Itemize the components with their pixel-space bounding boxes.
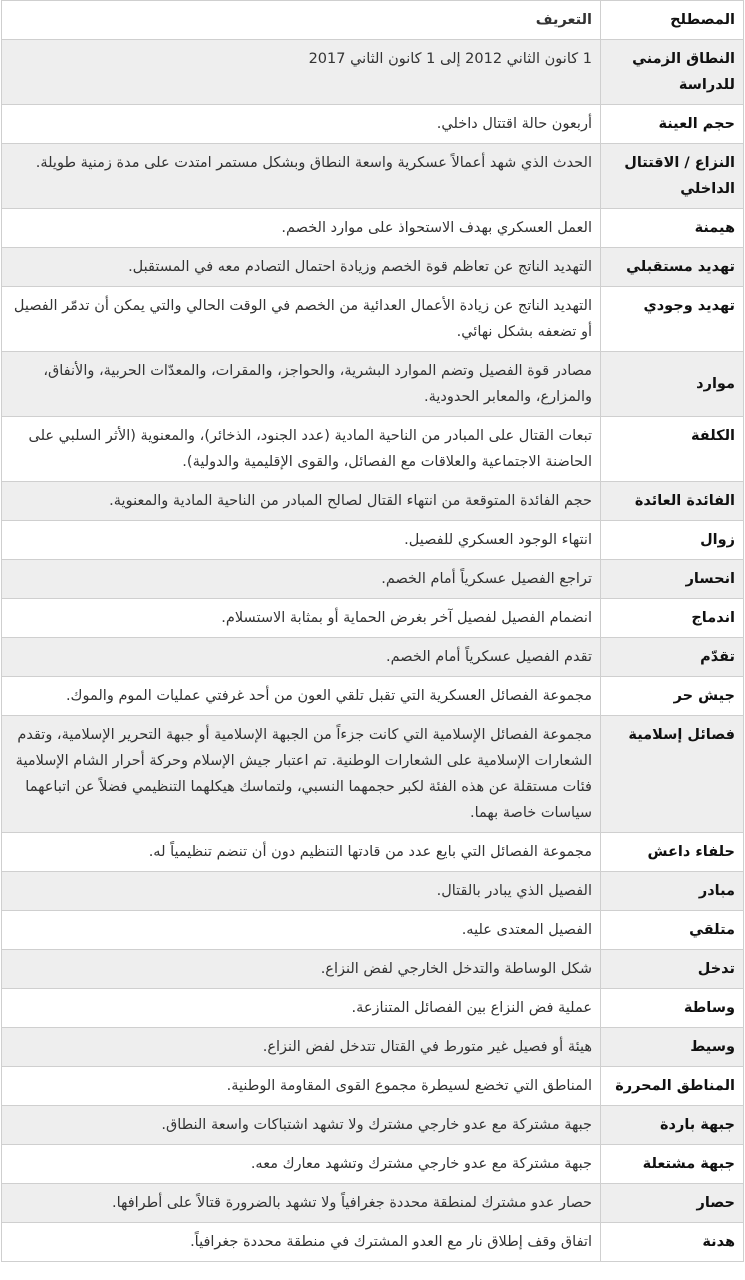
row-definition: جبهة مشتركة مع عدو خارجي مشترك وتشهد معارك معه.: [2, 1145, 601, 1184]
table-row: [2, 1028, 744, 1067]
row-term: وسيط: [601, 1028, 744, 1067]
row-definition: مصادر قوة الفصيل وتضم الموارد البشرية، والحواجز، والمقرات، والمعدّات الحربية، والأنفاق، والمزارع، والمعابر الحدودية.: [2, 352, 601, 417]
row-definition: مجموعة الفصائل الإسلامية التي كانت جزءاً من الجبهة الإسلامية أو جبهة التحرير الإسلامية، وتقدم الشعارات الإسلامية على الشعارات الوطنية. تم اعتبار جيش الإسلام وحركة أحرار الشام الإسلامية فئات مستقلة عن هذه الفئة لكبر حجمهما النسبي، ولتماسك هيكلهما التنظيمي فضلاً عن اتباعهما سياسات خاصة بهما.: [2, 716, 601, 833]
row-term: حصار: [601, 1184, 744, 1223]
glossary-table: [1, 0, 744, 1262]
row-term: حجم العينة: [601, 105, 744, 144]
row-term: متلقي: [601, 911, 744, 950]
table-row: [2, 677, 744, 716]
table-row: [2, 638, 744, 677]
table-row: [2, 716, 744, 833]
table-row: [2, 417, 744, 482]
row-term: الكلفة: [601, 417, 744, 482]
row-definition: مجموعة الفصائل التي بايع عدد من قادتها التنظيم دون أن تنضم تنظيمياً له.: [2, 833, 601, 872]
table-row: [2, 352, 744, 417]
table-row: [2, 833, 744, 872]
row-definition: أربعون حالة اقتتال داخلي.: [2, 105, 601, 144]
row-term: فصائل إسلامية: [601, 716, 744, 833]
row-term: جبهة باردة: [601, 1106, 744, 1145]
header-row: [2, 1, 744, 40]
row-term: النطاق الزمني للدراسة: [601, 40, 744, 105]
row-definition: التهديد الناتج عن زيادة الأعمال العدائية من الخصم في الوقت الحالي والتي يمكن أن تدمّر الفصيل أو تضعفه بشكل نهائي.: [2, 287, 601, 352]
row-definition: جبهة مشتركة مع عدو خارجي مشترك ولا تشهد اشتباكات واسعة النطاق.: [2, 1106, 601, 1145]
table-row: [2, 872, 744, 911]
row-term: وساطة: [601, 989, 744, 1028]
table-row: [2, 1106, 744, 1145]
table-row: [2, 209, 744, 248]
row-definition: حصار عدو مشترك لمنطقة محددة جغرافياً ولا تشهد بالضرورة قتالاً على أطرافها.: [2, 1184, 601, 1223]
table-row: [2, 599, 744, 638]
row-term: النزاع / الاقتتال الداخلي: [601, 144, 744, 209]
row-term: مبادر: [601, 872, 744, 911]
table-row: [2, 1067, 744, 1106]
row-definition: تراجع الفصيل عسكرياً أمام الخصم.: [2, 560, 601, 599]
row-definition: الفصيل المعتدى عليه.: [2, 911, 601, 950]
row-definition: المناطق التي تخضع لسيطرة مجموع القوى المقاومة الوطنية.: [2, 1067, 601, 1106]
row-definition: تقدم الفصيل عسكرياً أمام الخصم.: [2, 638, 601, 677]
table-row: [2, 989, 744, 1028]
table-row: [2, 521, 744, 560]
row-term: جيش حر: [601, 677, 744, 716]
row-term: المناطق المحررة: [601, 1067, 744, 1106]
row-term: تقدّم: [601, 638, 744, 677]
row-definition: مجموعة الفصائل العسكرية التي تقبل تلقي العون من أحد غرفتي عمليات الموم والموك.: [2, 677, 601, 716]
row-term: جبهة مشتعلة: [601, 1145, 744, 1184]
row-definition: التهديد الناتج عن تعاظم قوة الخصم وزيادة احتمال التصادم معه في المستقبل.: [2, 248, 601, 287]
row-term: هيمنة: [601, 209, 744, 248]
row-term: تهديد وجودي: [601, 287, 744, 352]
row-definition: الحدث الذي شهد أعمالاً عسكرية واسعة النطاق وبشكل مستمر امتدت على مدة زمنية طويلة.: [2, 144, 601, 209]
row-term: موارد: [601, 352, 744, 417]
table-row: [2, 1145, 744, 1184]
row-definition: انضمام الفصيل لفصيل آخر بغرض الحماية أو بمثابة الاستسلام.: [2, 599, 601, 638]
row-definition: انتهاء الوجود العسكري للفصيل.: [2, 521, 601, 560]
row-term: انحسار: [601, 560, 744, 599]
table-row: [2, 40, 744, 105]
row-term: تهديد مستقبلي: [601, 248, 744, 287]
table-row: [2, 248, 744, 287]
row-definition: الفصيل الذي يبادر بالقتال.: [2, 872, 601, 911]
table-row: [2, 105, 744, 144]
table-row: [2, 482, 744, 521]
table-row: [2, 1184, 744, 1223]
row-term: حلفاء داعش: [601, 833, 744, 872]
row-definition: العمل العسكري بهدف الاستحواذ على موارد الخصم.: [2, 209, 601, 248]
row-definition: شكل الوساطة والتدخل الخارجي لفض النزاع.: [2, 950, 601, 989]
table-row: [2, 560, 744, 599]
row-definition: 1 كانون الثاني 2012 إلى 1 كانون الثاني 2017: [2, 40, 601, 105]
header-definition: التعريف: [2, 1, 601, 40]
row-definition: اتفاق وقف إطلاق نار مع العدو المشترك في منطقة محددة جغرافياً.: [2, 1223, 601, 1262]
table-row: [2, 144, 744, 209]
table-row: [2, 950, 744, 989]
row-term: هدنة: [601, 1223, 744, 1262]
row-definition: هيئة أو فصيل غير متورط في القتال تتدخل لفض النزاع.: [2, 1028, 601, 1067]
row-term: تدخل: [601, 950, 744, 989]
table-row: [2, 911, 744, 950]
row-definition: تبعات القتال على المبادر من الناحية المادية (عدد الجنود، الذخائر)، والمعنوية (الأثر السلبي على الحاضنة الاجتماعية والعلاقات مع الفصائل، والقوى الإقليمية والدولية).: [2, 417, 601, 482]
table-row: [2, 287, 744, 352]
row-term: الفائدة العائدة: [601, 482, 744, 521]
row-term: اندماج: [601, 599, 744, 638]
row-term: زوال: [601, 521, 744, 560]
header-term: المصطلح: [601, 1, 744, 40]
row-definition: حجم الفائدة المتوقعة من انتهاء القتال لصالح المبادر من الناحية المادية والمعنوية.: [2, 482, 601, 521]
row-definition: عملية فض النزاع بين الفصائل المتنازعة.: [2, 989, 601, 1028]
table-row: [2, 1223, 744, 1262]
